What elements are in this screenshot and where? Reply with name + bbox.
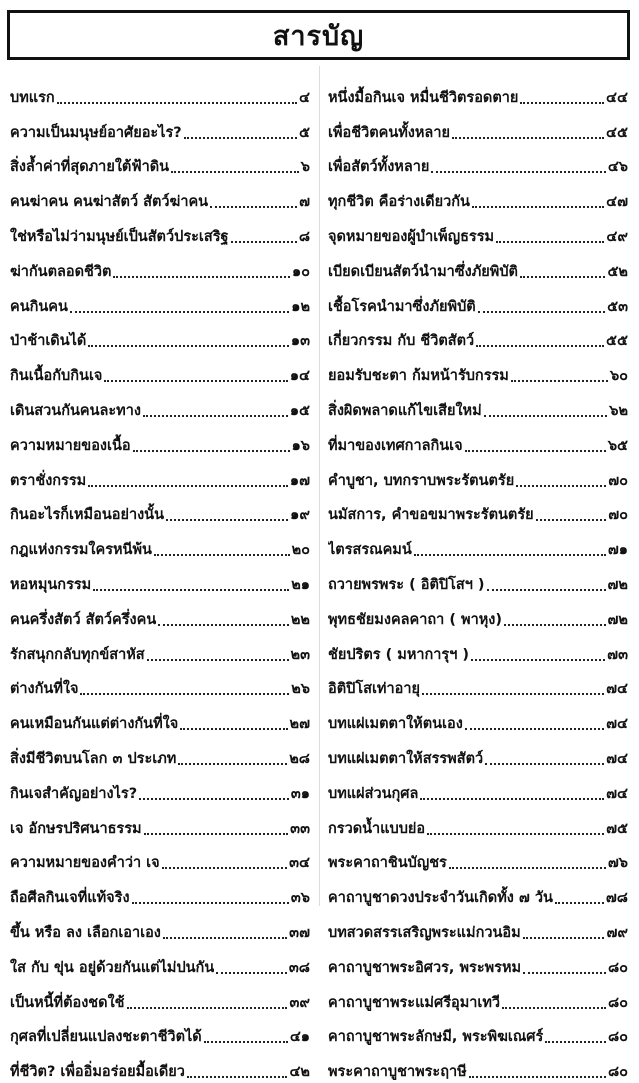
toc-entry-title: คนครึ่งสัตว์ สัตว์ครึ่งคน — [10, 611, 157, 628]
toc-entry-page: ๒๑ — [291, 576, 310, 593]
toc-entry[interactable] — [328, 631, 628, 666]
toc-entry[interactable] — [328, 526, 628, 561]
dot-leader — [520, 102, 604, 104]
toc-entry[interactable] — [328, 248, 628, 283]
toc-entry[interactable] — [328, 909, 628, 944]
toc-entry[interactable] — [10, 457, 310, 492]
toc-entry[interactable] — [328, 700, 628, 735]
toc-entry[interactable] — [328, 979, 628, 1014]
toc-entry[interactable] — [328, 213, 628, 248]
dot-leader — [555, 902, 604, 904]
dot-leader — [88, 345, 289, 347]
toc-entry[interactable] — [10, 213, 310, 248]
toc-entry[interactable] — [10, 561, 310, 596]
toc-entry[interactable] — [10, 74, 310, 109]
toc-entry-title: ฆ่ากันตลอดชีวิต — [10, 263, 112, 280]
toc-entry[interactable] — [10, 352, 310, 387]
dot-leader — [216, 972, 287, 974]
toc-entry-page: ๒๗ — [289, 716, 310, 733]
toc-entry-page: ๑๙ — [290, 507, 310, 524]
toc-entry-title: ไตรสรณคมน์ — [328, 542, 412, 559]
toc-entry-title: ความหมายของคำว่า เจ — [10, 855, 160, 872]
toc-entry-page: ๓๖ — [290, 890, 310, 907]
dot-leader — [484, 415, 608, 417]
toc-entry[interactable] — [328, 944, 628, 979]
toc-entry-page: ๔๔ — [606, 89, 628, 106]
toc-entry-title: เกี่ยวกรรม กับ ชีวิตสัตว์ — [328, 333, 475, 350]
toc-entry-page: ๗๕ — [606, 820, 628, 837]
toc-entry[interactable] — [10, 666, 310, 701]
toc-title-box — [7, 10, 630, 60]
toc-entry-page: ๓๘ — [288, 959, 310, 976]
toc-entry[interactable] — [328, 770, 628, 805]
toc-entry-title: ยอมรับชะตา ก้มหน้ารับกรรม — [328, 368, 509, 385]
toc-entry-page: ๗๙ — [606, 924, 628, 941]
toc-entry-title: บทแผ่เมตตาให้สรรพสัตว์ — [328, 750, 484, 767]
toc-entry-page: ๗๔ — [606, 681, 628, 698]
dot-leader — [184, 137, 297, 139]
dot-leader — [210, 206, 297, 208]
toc-entry-title: เบียดเบียนสัตว์นำมาซึ่งภัยพิบัติ — [328, 263, 518, 280]
toc-entry-page: ๗๔ — [606, 785, 628, 802]
toc-entry-title: เจ อักษรปริศนาธรรม — [10, 820, 142, 837]
dot-leader — [478, 311, 605, 313]
dot-leader — [449, 867, 606, 869]
dot-leader — [171, 171, 299, 173]
toc-entry[interactable] — [10, 805, 310, 840]
toc-entry-page: ๔๖ — [607, 159, 628, 176]
toc-entry[interactable] — [328, 735, 628, 770]
dot-leader — [476, 345, 604, 347]
toc-entry-title: กินอะไรก็เหมือนอย่างนั้น — [10, 507, 164, 524]
toc-entry-page: ๕๒ — [607, 263, 628, 280]
dot-leader — [536, 519, 607, 521]
toc-entry-page: ๕ — [299, 124, 310, 141]
dot-leader — [93, 589, 289, 591]
toc-entry-title: ขึ้น หรือ ลง เลือกเอาเอง — [10, 924, 161, 941]
dot-leader — [132, 902, 289, 904]
toc-entry-page: ๔๗ — [606, 194, 628, 211]
toc-entry-title: พระคาถาบูชาพระฤาษี — [328, 1064, 467, 1081]
dot-leader — [545, 1041, 606, 1043]
toc-entry-title: นมัสการ, คำขอขมาพระรัตนตรัย — [328, 507, 534, 524]
toc-right-column — [328, 74, 628, 1083]
toc-entry[interactable] — [10, 770, 310, 805]
toc-entry[interactable] — [10, 178, 310, 213]
toc-entry-title: บทแผ่เมตตาให้ตนเอง — [328, 716, 463, 733]
toc-entry[interactable] — [328, 1014, 628, 1049]
toc-entry-page: ๗๒ — [607, 611, 628, 628]
toc-entry[interactable] — [10, 979, 310, 1014]
toc-entry[interactable] — [10, 387, 310, 422]
toc-entry-page: ๑๐ — [291, 263, 310, 280]
toc-entry[interactable] — [10, 874, 310, 909]
dot-leader — [80, 693, 289, 695]
dot-leader — [204, 1041, 288, 1043]
toc-entry[interactable] — [10, 526, 310, 561]
toc-entry-page: ๓๗ — [289, 924, 310, 941]
dot-leader — [154, 554, 290, 556]
dot-leader — [511, 380, 608, 382]
toc-entry[interactable] — [10, 596, 310, 631]
toc-entry-title: คาถาบูชาดวงประจำวันเกิดทั้ง ๗ วัน — [328, 890, 553, 907]
toc-entry-page: ๗๔ — [606, 750, 628, 767]
toc-entry-page: ๖ — [300, 159, 310, 176]
dot-leader — [127, 1007, 288, 1009]
toc-entry-page: ๔๕ — [606, 124, 628, 141]
toc-entry-page: ๖๐ — [609, 368, 628, 385]
toc-entry-page: ๑๔ — [289, 368, 310, 385]
dot-leader — [158, 624, 289, 626]
dot-leader — [178, 763, 287, 765]
dot-leader — [88, 485, 288, 487]
dot-leader — [523, 972, 606, 974]
toc-entry[interactable] — [328, 561, 628, 596]
toc-entry-page: ๒๘ — [289, 750, 310, 767]
toc-entry[interactable] — [10, 735, 310, 770]
toc-entry-page: ๗๔ — [606, 716, 628, 733]
toc-entry-page: ๔ — [299, 89, 310, 106]
toc-entry-page: ๗๒ — [607, 576, 628, 593]
toc-entry-title: กินเนื้อกับกินเจ — [10, 368, 103, 385]
toc-entry[interactable] — [328, 387, 628, 422]
toc-entry-title: ป่าช้าเดินได้ — [10, 333, 87, 350]
toc-entry-page: ๒๖ — [291, 681, 310, 698]
dot-leader — [465, 728, 604, 730]
toc-entry[interactable] — [328, 144, 628, 179]
toc-entry-title: พระคาถาชินบัญชร — [328, 855, 447, 872]
toc-entry-title: อิติปิโสเท่าอายุ — [328, 681, 420, 698]
dot-leader — [469, 1076, 606, 1078]
toc-entry-title: บทสวดสรรเสริญพระแม่กวนอิม — [328, 924, 521, 941]
toc-entry-page: ๑๒ — [291, 298, 310, 315]
toc-entry[interactable] — [10, 1048, 310, 1083]
dot-leader — [516, 485, 606, 487]
dot-leader — [414, 554, 606, 556]
toc-entry-title: ชัยปริตร ( มหาการุฯ ) — [328, 646, 470, 663]
dot-leader — [502, 1007, 606, 1009]
toc-entry[interactable] — [328, 178, 628, 213]
toc-entry-page: ๘๐ — [607, 1029, 628, 1046]
toc-entry-page: ๕๓ — [607, 298, 628, 315]
toc-entry[interactable] — [10, 492, 310, 527]
dot-leader — [180, 728, 287, 730]
toc-entry-title: เดินสวนกันคนละทาง — [10, 402, 141, 419]
toc-entry[interactable] — [328, 1048, 628, 1083]
toc-entry-title: ทุกชีวิต คือร่างเดียวกัน — [328, 194, 470, 211]
toc-entry-page: ๗๐ — [608, 472, 628, 489]
toc-entry[interactable] — [10, 944, 310, 979]
toc-entry-page: ๗๖ — [607, 855, 628, 872]
toc-entry-page: ๖๒ — [609, 402, 628, 419]
dot-leader — [162, 867, 287, 869]
dot-leader — [166, 519, 288, 521]
toc-entry-title: หนึ่งมื้อกินเจ หมื่นชีวิตรอดตาย — [328, 89, 519, 106]
toc-entry-title: ใส กับ ขุ่น อยู่ด้วยกันแต่ไม่ปนกัน — [10, 959, 215, 976]
toc-entry[interactable] — [10, 283, 310, 318]
toc-entry-page: ๘๐ — [607, 959, 628, 976]
dot-leader — [57, 102, 297, 104]
toc-entry-page: ๔๒ — [289, 1064, 310, 1081]
toc-entry[interactable] — [10, 318, 310, 353]
toc-entry-page: ๒๓ — [290, 646, 310, 663]
toc-entry-page: ๑๖ — [291, 437, 310, 454]
toc-entry-title: คำบูชา, บทกราบพระรัตนตรัย — [328, 472, 515, 489]
toc-entry-page: ๗ — [299, 194, 310, 211]
dot-leader — [496, 241, 604, 243]
toc-entry[interactable] — [10, 422, 310, 457]
toc-entry-title: ต่างกันที่ใจ — [10, 681, 79, 698]
toc-entry[interactable] — [10, 144, 310, 179]
dot-leader — [420, 798, 604, 800]
toc-entry-title: ถือศีลกินเจที่แท้จริง — [10, 890, 130, 907]
toc-entry-title: พุทธชัยมงคลคาถา ( พาหุง) — [328, 611, 502, 628]
dot-leader — [427, 833, 604, 835]
toc-entry[interactable] — [10, 631, 310, 666]
dot-leader — [504, 624, 606, 626]
toc-entry-page: ๑๓ — [290, 333, 310, 350]
dot-leader — [144, 833, 289, 835]
toc-entry[interactable] — [10, 840, 310, 875]
toc-entry[interactable] — [328, 352, 628, 387]
toc-entry-title: ถวายพรพระ ( อิติปิโสฯ ) — [328, 576, 485, 593]
toc-entry[interactable] — [10, 109, 310, 144]
toc-entry-title: ใช่หรือไม่ว่ามนุษย์เป็นสัตว์ประเสริฐ — [10, 228, 229, 245]
toc-entry-page: ๑๕ — [289, 402, 310, 419]
dot-leader — [231, 241, 297, 243]
toc-entry-title: สิ่งมีชีวิตบนโลก ๓ ประเภท — [10, 750, 177, 767]
dot-leader — [485, 763, 604, 765]
toc-entry-title: สิ่งล้ำค่าที่สุดภายใต้ฟ้าดิน — [10, 159, 170, 176]
toc-entry-title: คนเหมือนกันแต่ต่างกันที่ใจ — [10, 716, 179, 733]
toc-left-column — [10, 74, 310, 1083]
dot-leader — [520, 276, 605, 278]
dot-leader — [465, 450, 606, 452]
toc-entry-page: ๓๔ — [289, 855, 310, 872]
toc-entry[interactable] — [328, 457, 628, 492]
toc-entry-title: คาถาบูชาพระลักษมี, พระพิฆเณศร์ — [328, 1029, 544, 1046]
toc-entry-page: ๗๐ — [608, 507, 628, 524]
toc-entry[interactable] — [328, 874, 628, 909]
toc-entry-title: เพื่อสัตว์ทั้งหลาย — [328, 159, 430, 176]
dot-leader — [104, 380, 287, 382]
dot-leader — [70, 311, 289, 313]
toc-entry-page: ๘๐ — [607, 1064, 628, 1081]
toc-entry-page: ๒๒ — [290, 611, 310, 628]
toc-entry-title: บทแรก — [10, 89, 55, 106]
toc-entry-page: ๒๐ — [291, 542, 310, 559]
toc-entry-title: ตราชั่งกรรม — [10, 472, 87, 489]
column-divider — [319, 66, 320, 906]
dot-leader — [143, 415, 288, 417]
toc-entry[interactable] — [328, 596, 628, 631]
toc-entry[interactable] — [328, 492, 628, 527]
dot-leader — [139, 798, 289, 800]
dot-leader — [431, 171, 605, 173]
toc-entry-page: ๖๕ — [607, 437, 628, 454]
toc-entry[interactable] — [328, 283, 628, 318]
toc-entry-title: สิ่งผิดพลาดแก้ไขเสียใหม่ — [328, 402, 482, 419]
toc-entry-page: ๗๑ — [607, 542, 628, 559]
dot-leader — [187, 1076, 288, 1078]
dot-leader — [452, 137, 604, 139]
toc-entry-page: ๔๙ — [606, 228, 628, 245]
toc-entry-page: ๔๑ — [289, 1029, 310, 1046]
dot-leader — [523, 937, 605, 939]
toc-entry-title: คนฆ่าคน คนฆ่าสัตว์ สัตว์ฆ่าคน — [10, 194, 209, 211]
toc-entry-title: คนกินคน — [10, 298, 68, 315]
toc-entry-page: ๓๓ — [290, 820, 310, 837]
toc-entry-page: ๕๕ — [606, 333, 628, 350]
dot-leader — [163, 937, 287, 939]
toc-entry-title: คาถาบูชาพระอิศวร, พระพรหม — [328, 959, 522, 976]
toc-entry-title: กฎแห่งกรรมใครหนีพ้น — [10, 542, 152, 559]
dot-leader — [487, 589, 606, 591]
toc-entry[interactable] — [10, 248, 310, 283]
dot-leader — [113, 276, 290, 278]
toc-entry[interactable] — [328, 74, 628, 109]
toc-entry-title: ที่ชีวิต? เพื่ออิ่มอร่อยมื้อเดียว — [10, 1064, 185, 1081]
toc-entry[interactable] — [328, 805, 628, 840]
toc-entry-title: ความหมายของเนื้อ — [10, 437, 131, 454]
toc-entry-title: ที่มาของเทศกาลกินเจ — [328, 437, 463, 454]
toc-entry[interactable] — [328, 109, 628, 144]
toc-entry-title: หอหมุนกรรม — [10, 576, 92, 593]
dot-leader — [472, 206, 604, 208]
toc-entry[interactable] — [328, 840, 628, 875]
toc-entry-title: เพื่อชีวิตคนทั้งหลาย — [328, 124, 450, 141]
toc-entry[interactable] — [10, 909, 310, 944]
toc-entry[interactable] — [328, 666, 628, 701]
dot-leader — [147, 659, 289, 661]
toc-entry-page: ๓๙ — [289, 994, 310, 1011]
toc-entry-page: ๑๗ — [289, 472, 310, 489]
toc-entry-title: ความเป็นมนุษย์อาศัยอะไร? — [10, 124, 182, 141]
toc-entry-title: เชื้อโรคนำมาซึ่งภัยพิบัติ — [328, 298, 476, 315]
toc-entry-page: ๗๓ — [607, 646, 628, 663]
toc-entry[interactable] — [328, 318, 628, 353]
toc-entry-title: บทแผ่ส่วนกุศล — [328, 785, 419, 802]
toc-entry-title: คาถาบูชาพระแม่ศรีอุมาเทวี — [328, 994, 501, 1011]
toc-entry[interactable] — [328, 422, 628, 457]
toc-entry-page: ๘๐ — [607, 994, 628, 1011]
dot-leader — [471, 659, 605, 661]
dot-leader — [422, 693, 604, 695]
toc-entry[interactable] — [10, 700, 310, 735]
toc-entry[interactable] — [10, 1014, 310, 1049]
page-title: สารบัญ — [272, 20, 365, 52]
toc-entry-page: ๓๑ — [290, 785, 310, 802]
toc-entry-title: รักสนุกกลับทุกข์สาหัส — [10, 646, 145, 663]
toc-entry-title: กุศลที่เปลี่ยนแปลงชะตาชีวิตได้ — [10, 1029, 202, 1046]
toc-entry-title: เป็นหนี้ที่ต้องชดใช้ — [10, 994, 125, 1011]
toc-entry-title: กินเจสำคัญอย่างไร? — [10, 785, 138, 802]
toc-entry-title: กรวดน้ำแบบย่อ — [328, 820, 426, 837]
dot-leader — [133, 450, 290, 452]
toc-entry-page: ๘ — [298, 228, 310, 245]
toc-entry-page: ๗๘ — [605, 890, 628, 907]
toc-entry-title: จุดหมายของผู้บำเพ็ญธรรม — [328, 228, 495, 245]
